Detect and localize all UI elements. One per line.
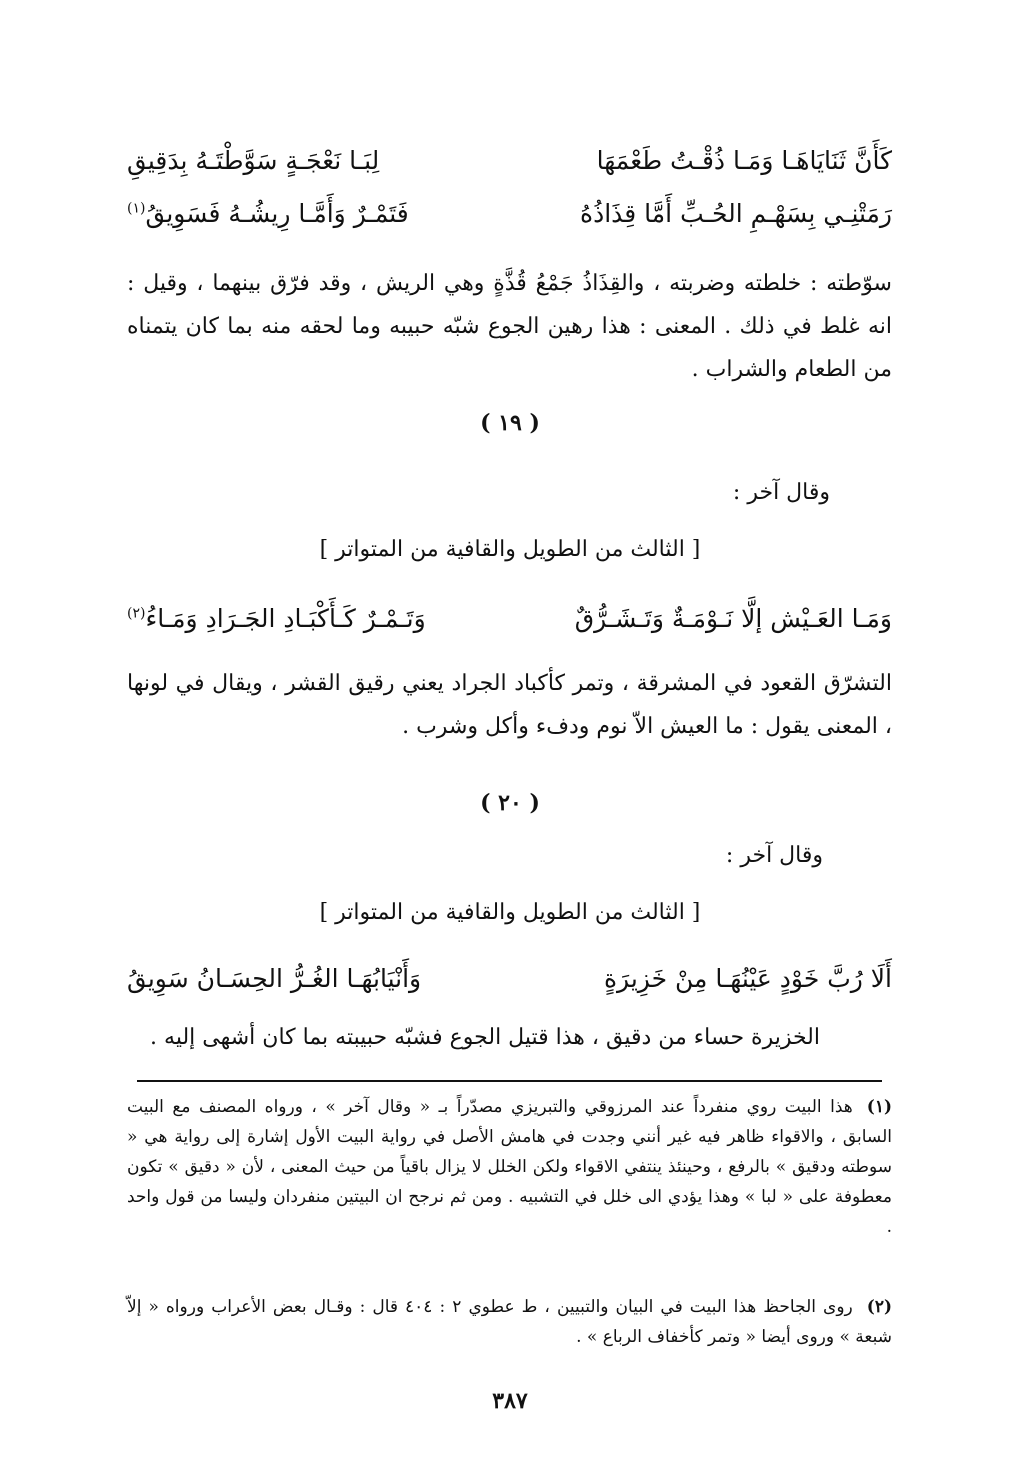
meter-note-20: [ الثالث من الطويل والقافية من المتواتر ] — [319, 900, 701, 925]
verse-line-20 — [127, 958, 892, 998]
footnote-2-text: روى الجاحظ هذا البيت في البيان والتبيين ، ط عطوي ٢ : ٤٠٤ قال : وقـال بعض الأعراب ورواه « إلاّ شبعة » وروى أيضا « وتمر كأخفاف الرباع » . — [127, 1297, 892, 1347]
commentary-19: التشرّق القعود في المشرقة ، وتمر كأكباد الجراد يعني رقيق القشر ، ويقال في لونها ، المعنى يقول : ما العيش الاّ نوم ودفء وأكل وشرب . — [127, 671, 892, 739]
meter-note-19: [ الثالث من الطويل والقافية من المتواتر ] — [319, 537, 701, 562]
footnote-1 — [127, 1092, 892, 1242]
poem-intro-19: وقال آخر : — [732, 480, 830, 505]
verse-1-second-hemistich: لِبَـا نَعْجَـةٍ سَوَّطْتَـهُ بِدَقِيقِ — [127, 145, 380, 175]
footnote-1-mark: (١) — [866, 1097, 892, 1117]
footnote-ref-1: (١) — [127, 200, 146, 217]
commentary-20: الخزيرة حساء من دقيق ، هذا قتيل الجوع فشبّه حبيبته بما كان أشهى إليه . — [150, 1025, 820, 1050]
verse-line-1 — [127, 140, 892, 180]
commentary-1: سوّطته : خلطته وضربته ، والقِذَاذُ جَمْعُ قُذَّةٍ وهي الريش ، وقد فرّق بينهما ، وقيل : انه غلط في ذلك . المعنى : هذا رهين الجوع شبّه حبيبه وما لحقه منه بما كان يتمناه من الطعام والشراب . — [127, 271, 892, 382]
footnote-2 — [127, 1292, 892, 1352]
verse-2-second-hemistich: فَتَمْـرٌ وَأَمَّـا رِيشُـهُ فَسَوِيقُ — [145, 198, 409, 228]
verse-1-first-hemistich: كَأَنَّ ثَنَايَاهَـا وَمَـا ذُقْـتُ طَعْمَهَا — [596, 145, 892, 175]
poem-intro-20: وقال آخر : — [725, 843, 823, 868]
page-number: ٣٨٧ — [492, 1388, 528, 1414]
verse-19-second-hemistich: وَتَـمْـرٌ كَـأَكْبَـادِ الجَـرَادِ وَمَـاءُ — [145, 603, 426, 633]
footnote-2-mark: (٢) — [866, 1297, 892, 1317]
verse-2-first-hemistich: رَمَتْنِـي بِسَهْـمِ الحُـبِّ أَمَّا قِذَاذُهُ — [579, 198, 892, 228]
verse-2-second-hemistich-wrap — [127, 199, 409, 228]
poem-number-19: ( ١٩ ) — [480, 410, 540, 436]
footnote-1-text: هذا البيت روي منفرداً عند المرزوقي والتبريزي مصدّراً بـ « وقال آخر » ، ورواه المصنف مع البيت السابق ، والاقواء ظاهر فيه غير أنني وجدت في هامش الأصل في رواية البيت الأول إشارة إلى رواية هي « سوطته ودقيق » بالرفع ، وحينئذ ينتفي الاقواء ولكن الخلل لا يزال باقياً من حيث المعنى ، لأن « دقيق » تكون معطوفة على « لبا » وهذا يؤدي الى خلل في التشبيه . ومن ثم نرجح ان البيتين منفردان وليسا من قول واحد . — [127, 1097, 892, 1237]
verse-19-first-hemistich: وَمَـا العَـيْش إلَّا نَـوْمَـةٌ وَتَـشَـرُّقٌ — [574, 603, 892, 633]
verse-line-19 — [127, 598, 892, 638]
verse-line-2 — [127, 193, 892, 233]
verse-19-second-hemistich-wrap — [127, 604, 426, 633]
footnote-ref-2: (٢) — [127, 605, 146, 622]
verse-20-first-hemistich: أَلَا رُبَّ خَوْدٍ عَيْنُهَـا مِنْ خَزِيرَةٍ — [603, 963, 892, 993]
verse-20-second-hemistich: وَأَنْيَابُهَـا الغُـرُّ الحِسَـانُ سَوِيقُ — [127, 963, 422, 993]
footnote-divider — [137, 1080, 882, 1082]
poem-number-20: ( ٢٠ ) — [480, 790, 540, 816]
